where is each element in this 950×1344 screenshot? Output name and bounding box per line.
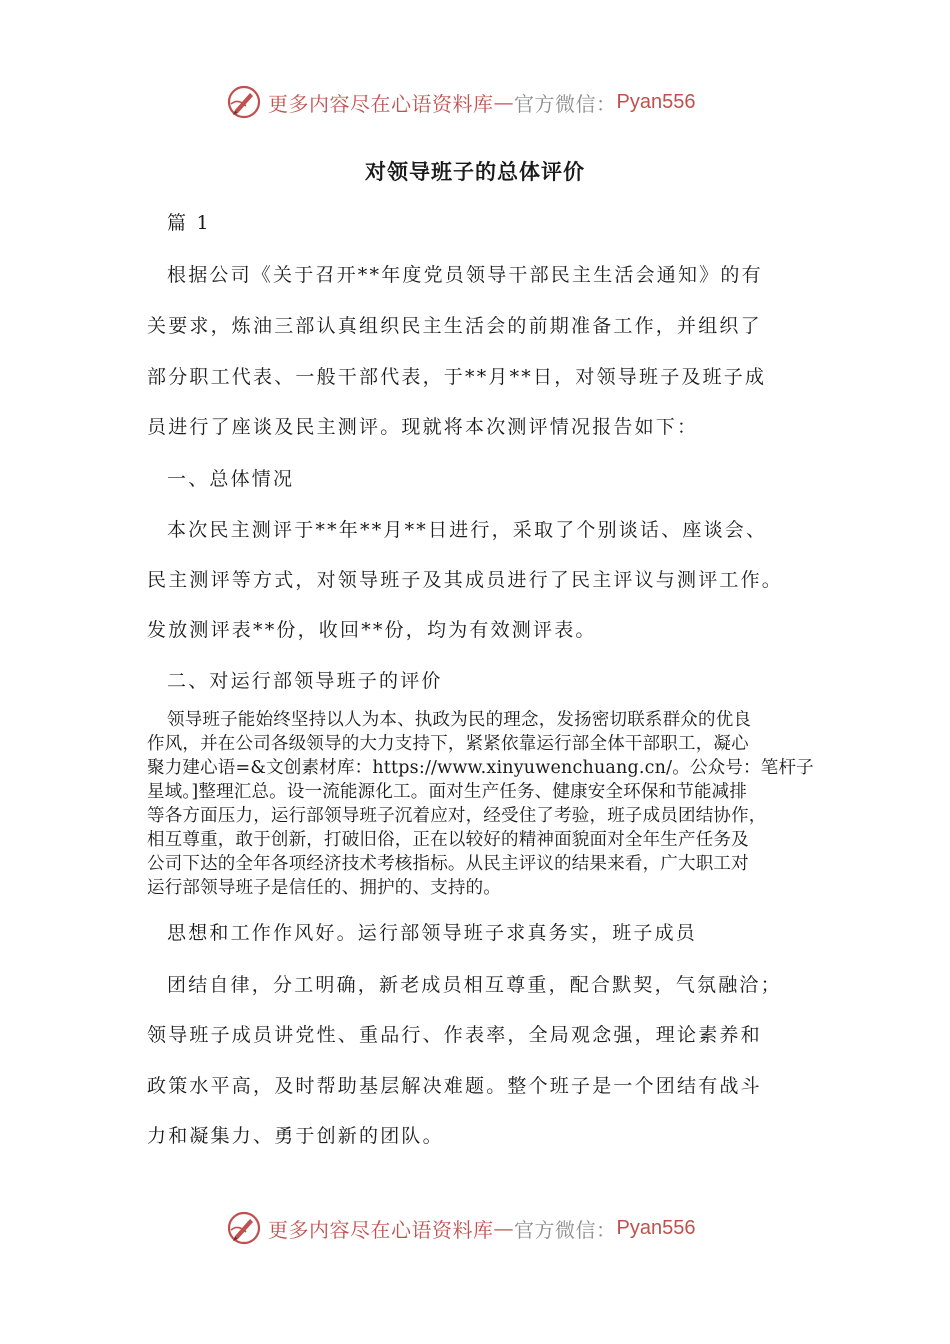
paragraph3-line: 聚力建心语=&文创素材库：https://www.xinyuwenchuang.cn/。公众号：笔杆子 <box>147 758 814 778</box>
heading-evaluation: 二、对运行部领导班子的评价 <box>167 670 443 692</box>
pen-circle-logo-icon <box>226 84 262 120</box>
watermark-wechat-id: Pyan556 <box>616 1216 696 1239</box>
paragraph3-line: 运行部领导班子是信任的、拥护的、支持的。 <box>147 878 501 898</box>
paragraph5-line: 力和凝集力、勇于创新的团队。 <box>147 1125 444 1147</box>
paragraph3-block <box>147 708 814 900</box>
document-title: 对领导班子的总体评价 <box>365 160 585 184</box>
section-label: 篇 1 <box>167 212 211 234</box>
pen-circle-logo-icon <box>226 1210 262 1246</box>
paragraph3-line: 星域。]整理汇总。设一流能源化工。面对生产任务、健康安全环保和节能减排 <box>147 782 748 802</box>
watermark-main-text: 更多内容尽在心语资料库 <box>268 91 494 116</box>
paragraph1-line: 关要求，炼油三部认真组织民主生活会的前期准备工作，并组织了 <box>147 315 762 337</box>
paragraph3-line: 公司下达的全年各项经济技术考核指标。从民主评议的结果来看，广大职工对 <box>147 854 749 874</box>
paragraph1-line: 根据公司《关于召开**年度党员领导干部民主生活会通知》的有 <box>167 264 763 286</box>
paragraph3-line: 等各方面压力，运行部领导班子沉着应对，经受住了考验，班子成员团结协作， <box>147 806 767 826</box>
watermark-dash: — <box>493 1216 514 1240</box>
watermark-sub-text: 官方微信： <box>514 91 617 116</box>
paragraph4-line: 思想和工作作风好。运行部领导班子求真务实，班子成员 <box>167 922 698 944</box>
paragraph2-line: 本次民主测评于**年**月**日进行，采取了个别谈话、座谈会、 <box>167 519 768 541</box>
paragraph1-line: 部分职工代表、一般干部代表，于**月**日，对领导班子及班子成 <box>147 366 767 388</box>
watermark-banner-top <box>226 82 695 122</box>
paragraph3-line: 作风，并在公司各级领导的大力支持下，紧紧依靠运行部全体干部职工，凝心 <box>147 734 749 754</box>
watermark-sub-text: 官方微信： <box>514 1217 617 1242</box>
watermark-dash: — <box>493 90 514 114</box>
paragraph5-line: 团结自律，分工明确，新老成员相互尊重，配合默契，气氛融洽； <box>167 974 782 996</box>
paragraph2-line: 民主测评等方式，对领导班子及其成员进行了民主评议与测评工作。 <box>147 569 784 591</box>
paragraph5-line: 领导班子成员讲党性、重品行、作表率，全局观念强，理论素养和 <box>147 1024 762 1046</box>
watermark-banner-bottom <box>226 1208 695 1248</box>
paragraph3-line: 领导班子能始终坚持以人为本、执政为民的理念，发扬密切联系群众的优良 <box>167 710 752 730</box>
paragraph3-line: 相互尊重，敢于创新，打破旧俗，正在以较好的精神面貌面对全年生产任务及 <box>147 830 749 850</box>
paragraph1-line: 员进行了座谈及民主测评。现就将本次测评情况报告如下： <box>147 416 699 438</box>
paragraph2-line: 发放测评表**份，收回**份，均为有效测评表。 <box>147 619 597 641</box>
paragraph5-line: 政策水平高，及时帮助基层解决难题。整个班子是一个团结有战斗 <box>147 1075 762 1097</box>
heading-overall: 一、总体情况 <box>167 468 295 490</box>
watermark-wechat-id: Pyan556 <box>616 90 696 113</box>
watermark-main-text: 更多内容尽在心语资料库 <box>268 1217 494 1242</box>
